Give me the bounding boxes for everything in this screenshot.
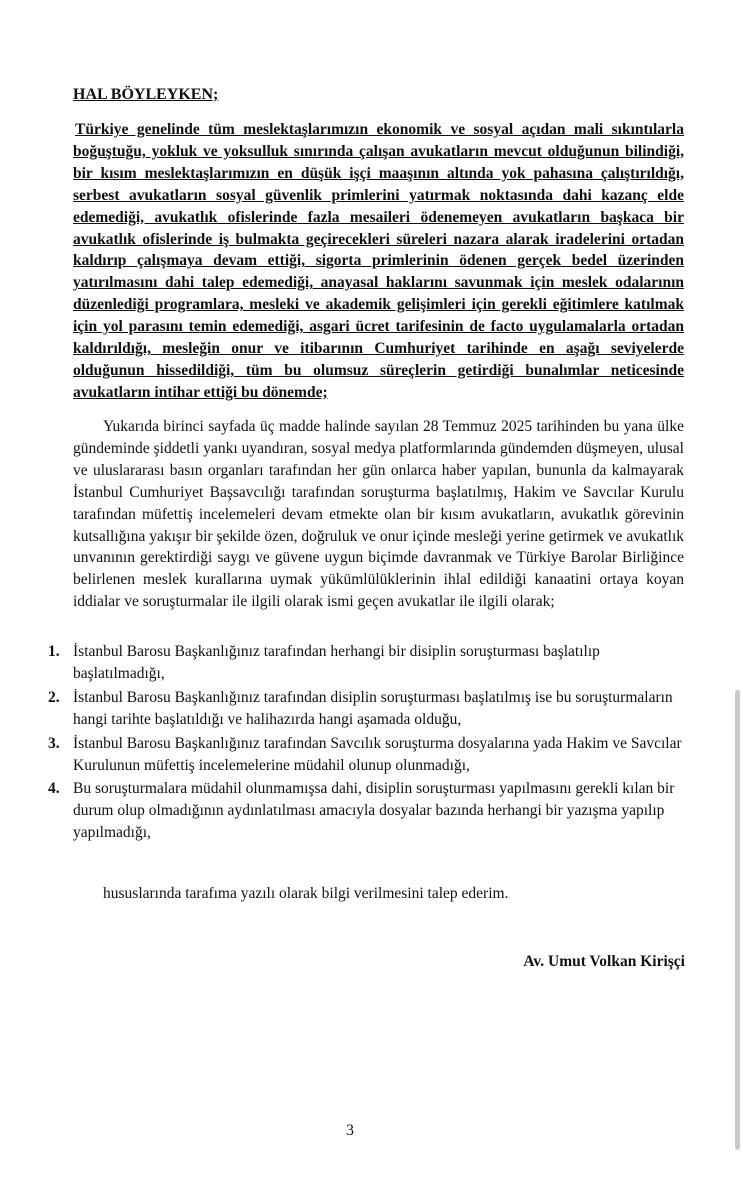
list-item [40,778,688,844]
page-number: 3 [346,1122,354,1139]
list-item-text: Bu soruşturmalara müdahil olunmamışsa dahi, disiplin soruşturması yapılmasını gerekli kılan bir durum olup olmadığının aydınlatılması amacıyla dosyalar bazında herhangi bir yazışma yapılıp yapılmadığı, [73,780,675,842]
request-list [40,641,688,846]
list-item-number: 1. [48,643,60,660]
list-item-number: 3. [48,734,60,752]
vertical-scrollbar[interactable] [735,690,740,1150]
signature: Av. Umut Volkan Kirişçi [523,953,685,970]
list-item-number: 4. [48,780,60,798]
list-item-number: 2. [48,688,60,706]
section-heading: HAL BÖYLEYKEN; [73,86,219,103]
list-item [40,733,688,777]
underlined-bold-paragraph: Türkiye genelinde tüm meslektaşlarımızın ekonomik ve sosyal açıdan mali sıkıntılarla boğuştuğu, yokluk ve yoksulluk sınırında çalışan avukatların mevcut olduğunun bilindiği, bir kısım meslektaşlarımızın en düşük işçi maaşının altında yok pahasına çalıştırıldığı, serbest avukatların sosyal güvenlik primlerini yatırmak noktasında dahi kazanç elde edemediği, avukatlık ofislerinde fazla mesaileri ödenemeyen avukatların başkaca bir avukatlık ofislerinde iş bulmakta geçirecekleri süreleri nazara alarak iradelerini ortadan kaldırıp çalışmaya devam ettiği, sigorta primlerinin ödenen gerçek bedel üzerinden yatırılmasını dahi talep edemediği, anayasal haklarını savunmak için meslek odalarının düzenlediği programlara, mesleki ve akademik gelişimleri için gerekli eğitimlere katılmak için yol parasını temin edemediği, asgari ücret tarifesinin de facto uygulamalarla ortadan kaldırıldığı, mesleğin onur ve itibarının Cumhuriyet tarihinde en aşağı seviyelerde olduğunun hissedildiği, tüm bu olumsuz süreçlerin getirdiği bunalımlar neticesinde avukatların intihar ettiği bu dönemde; [73,121,684,401]
body-paragraph: Yukarıda birinci sayfada üç madde halinde sayılan 28 Temmuz 2025 tarihinden bu yana ülke gündeminde şiddetli yankı uyandıran, sosyal medya platformlarında gündemden düşmeyen, ulusal ve uluslararası basın organları tarafından her gün onlarca haber yapılan, bununla da kalmayarak İstanbul Cumhuriyet Başsavcılığı tarafından soruşturma başlatılmış, Hakim ve Savcılar Kurulu tarafından müfettiş incelemeleri devam etmekte olan bir kısım avukatların, avukatlık görevinin kutsallığına yakışır bir şekilde özen, doğruluk ve onur içinde mesleği yerine getirmek ve avukatlık unvanının gerektirdiği saygı ve güvene uygun biçimde davranmak ve Türkiye Barolar Birliğince belirlenen meslek kurallarına uymak yükümlülüklerinin ihlal edildiği kanaatini ortaya koyan iddialar ve soruşturmalar ile ilgili olarak ismi geçen avukatlar ile ilgili olarak; [73,418,684,611]
list-item-text: İstanbul Barosu Başkanlığınız tarafından Savcılık soruşturma dosyalarına yada Hakim ve Savcılar Kurulunun müfettiş incelemelerine müdahil olunup olunmadığı, [73,734,682,774]
list-item-text: İstanbul Barosu Başkanlığınız tarafından disiplin soruşturması başlatılmış ise bu soruşturmaların hangi tarihte başlatıldığı ve halihazırda hangi aşamada olduğu, [73,688,673,728]
list-item [40,641,688,685]
list-item-text: İstanbul Barosu Başkanlığınız tarafından herhangi bir disiplin soruşturması başlatılıp başlatılmadığı, [73,643,600,682]
list-item [40,687,688,731]
closing-sentence: hususlarında tarafıma yazılı olarak bilgi verilmesini talep ederim. [103,885,509,902]
